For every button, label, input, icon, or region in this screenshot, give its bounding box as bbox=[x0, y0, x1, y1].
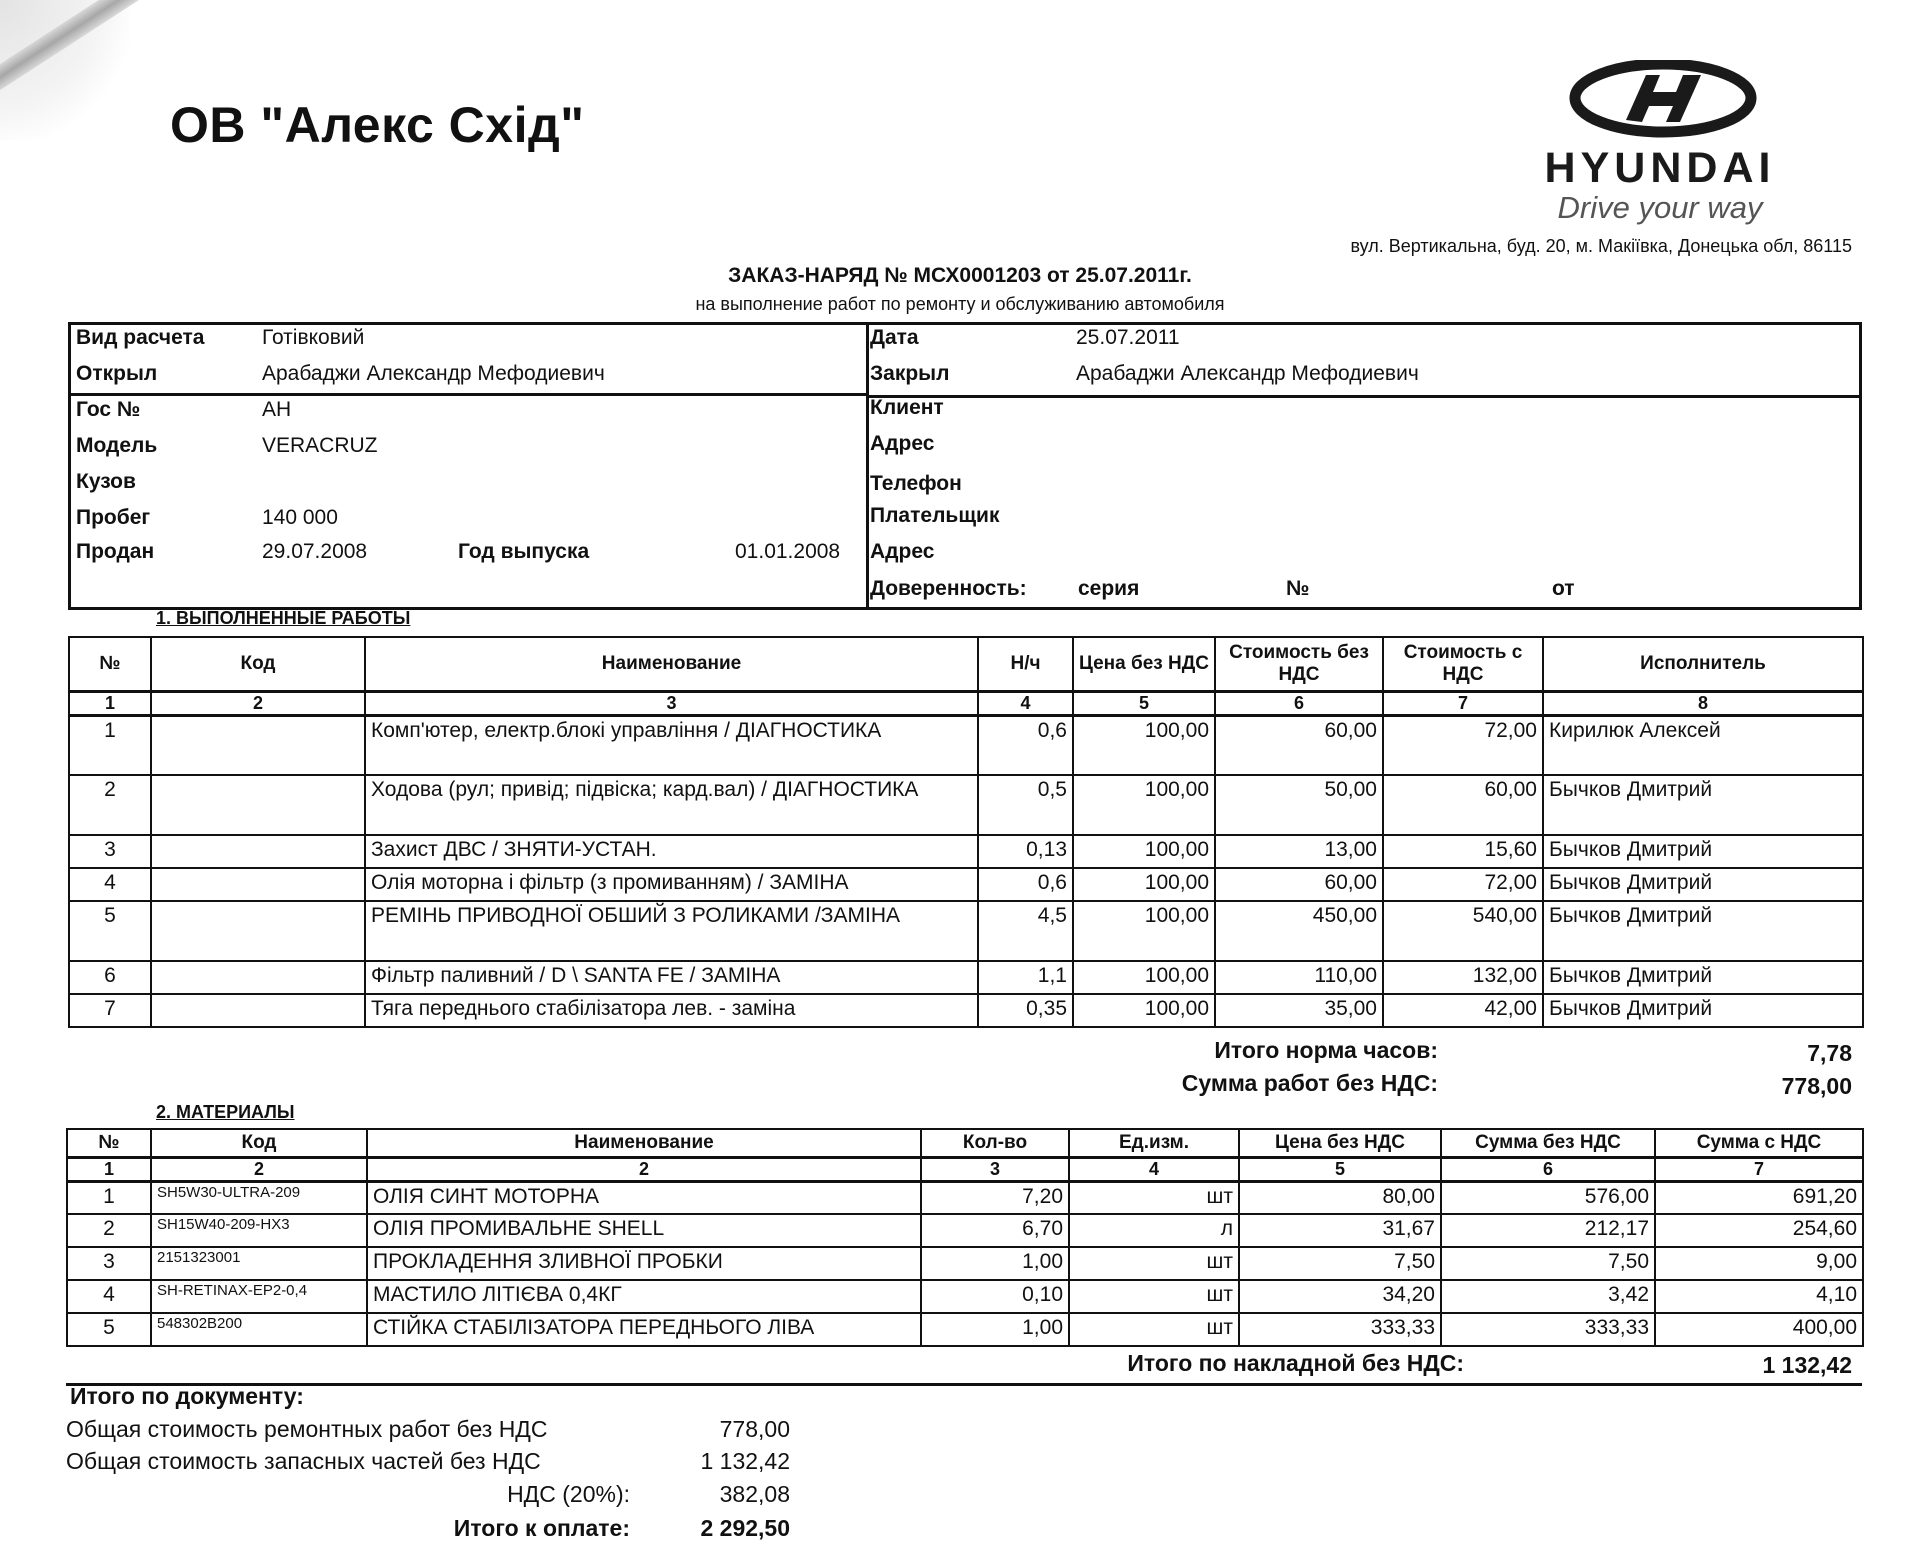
closed-label: Закрыл bbox=[870, 362, 950, 385]
material-qty: 0,10 bbox=[921, 1280, 1069, 1313]
material-price: 80,00 bbox=[1239, 1181, 1441, 1214]
row-number: 3 bbox=[69, 835, 151, 868]
body-label: Кузов bbox=[76, 470, 136, 493]
material-name: МАСТИЛО ЛІТІЄВА 0,4КГ bbox=[367, 1280, 921, 1313]
work-executor: Бычков Дмитрий bbox=[1543, 901, 1863, 961]
work-name: Тяга переднього стабілізатора лев. - заміна bbox=[365, 994, 978, 1027]
row-number: 2 bbox=[67, 1214, 151, 1247]
client-label: Клиент bbox=[870, 396, 944, 419]
table-row bbox=[69, 835, 1863, 868]
col-header: Сумма без НДС bbox=[1441, 1129, 1655, 1157]
sold-value: 29.07.2008 bbox=[262, 540, 368, 563]
col-number: 4 bbox=[1069, 1157, 1239, 1181]
work-hours: 0,5 bbox=[978, 775, 1073, 835]
material-qty: 7,20 bbox=[921, 1181, 1069, 1214]
payer-address-label: Адрес bbox=[870, 540, 935, 563]
plate-value: АН bbox=[262, 398, 292, 421]
material-qty: 6,70 bbox=[921, 1214, 1069, 1247]
works-header-row bbox=[69, 637, 1863, 691]
col-number: 8 bbox=[1543, 691, 1863, 715]
summary-total-value: 2 292,50 bbox=[700, 1515, 790, 1541]
work-cost-vat: 72,00 bbox=[1383, 715, 1543, 775]
material-code: SH5W30-ULTRA-209 bbox=[151, 1181, 367, 1214]
row-number: 2 bbox=[69, 775, 151, 835]
work-hours: 1,1 bbox=[978, 961, 1073, 994]
col-number: 1 bbox=[67, 1157, 151, 1181]
brand-slogan: Drive your way bbox=[1557, 190, 1763, 225]
material-unit: л bbox=[1069, 1214, 1239, 1247]
material-sum: 333,33 bbox=[1441, 1313, 1655, 1346]
col-number: 2 bbox=[367, 1157, 921, 1181]
col-header: Наименование bbox=[367, 1129, 921, 1157]
summary-parts-value: 1 132,42 bbox=[700, 1448, 790, 1474]
model-value: VERACRUZ bbox=[262, 434, 378, 457]
summary-labor-value: 778,00 bbox=[719, 1416, 790, 1442]
table-row bbox=[69, 775, 1863, 835]
row-number: 3 bbox=[67, 1247, 151, 1280]
summary-vat-value: 382,08 bbox=[719, 1481, 790, 1507]
work-name: Ходова (рул; привід; підвіска; кард.вал) / ДІАГНОСТИКА bbox=[365, 775, 978, 835]
works-table bbox=[68, 636, 1864, 1028]
materials-total-label: Итого по накладной без НДС: bbox=[1127, 1350, 1464, 1376]
total-hours-label: Итого норма часов: bbox=[1214, 1037, 1438, 1063]
brand-name: HYUNDAI bbox=[1544, 144, 1776, 192]
material-price: 333,33 bbox=[1239, 1313, 1441, 1346]
col-number: 1 bbox=[69, 691, 151, 715]
payer-label: Плательщик bbox=[870, 504, 1000, 527]
material-sum: 3,42 bbox=[1441, 1280, 1655, 1313]
materials-colnum-row bbox=[67, 1157, 1863, 1181]
work-cost-vat: 60,00 bbox=[1383, 775, 1543, 835]
document-subtitle: на выполнение работ по ремонту и обслуживанию автомобиля bbox=[695, 294, 1225, 314]
year-label: Год выпуска bbox=[458, 540, 590, 563]
header-hline-right bbox=[866, 395, 1862, 398]
row-number: 1 bbox=[69, 715, 151, 775]
work-cost-vat: 132,00 bbox=[1383, 961, 1543, 994]
total-works-label: Сумма работ без НДС: bbox=[1181, 1070, 1438, 1096]
col-header: Кол-во bbox=[921, 1129, 1069, 1157]
work-cost: 60,00 bbox=[1215, 868, 1383, 901]
header-divider bbox=[866, 322, 869, 610]
row-number: 1 bbox=[67, 1181, 151, 1214]
material-price: 34,20 bbox=[1239, 1280, 1441, 1313]
col-number: 7 bbox=[1383, 691, 1543, 715]
material-name: ОЛІЯ СИНТ МОТОРНА bbox=[367, 1181, 921, 1214]
work-price: 100,00 bbox=[1073, 994, 1215, 1027]
proxy-number-label: № bbox=[1286, 577, 1310, 600]
material-code: SH-RETINAX-EP2-0,4 bbox=[151, 1280, 367, 1313]
col-number: 5 bbox=[1073, 691, 1215, 715]
material-qty: 1,00 bbox=[921, 1247, 1069, 1280]
table-row bbox=[67, 1247, 1863, 1280]
hyundai-logo bbox=[1488, 60, 1828, 230]
material-name: СТІЙКА СТАБІЛІЗАТОРА ПЕРЕДНЬОГО ЛІВА bbox=[367, 1313, 921, 1346]
work-hours: 0,13 bbox=[978, 835, 1073, 868]
opened-label: Открыл bbox=[76, 362, 158, 385]
total-works-value: 778,00 bbox=[1781, 1073, 1852, 1099]
hyundai-logo-icon bbox=[1488, 60, 1828, 230]
work-price: 100,00 bbox=[1073, 961, 1215, 994]
work-name: Олія моторна і фільтр (з промиванням) / ЗАМІНА bbox=[365, 868, 978, 901]
work-cost-vat: 42,00 bbox=[1383, 994, 1543, 1027]
col-header: Наименование bbox=[365, 637, 978, 691]
proxy-series-label: серия bbox=[1078, 577, 1140, 600]
table-row bbox=[69, 994, 1863, 1027]
material-sum: 7,50 bbox=[1441, 1247, 1655, 1280]
materials-header-row bbox=[67, 1129, 1863, 1157]
year-value: 01.01.2008 bbox=[735, 540, 841, 563]
table-row bbox=[69, 868, 1863, 901]
work-name: Захист ДВС / ЗНЯТИ-УСТАН. bbox=[365, 835, 978, 868]
material-unit: шт bbox=[1069, 1313, 1239, 1346]
work-code bbox=[151, 961, 365, 994]
material-sum-vat: 400,00 bbox=[1655, 1313, 1863, 1346]
row-number: 4 bbox=[67, 1280, 151, 1313]
summary-total-label: Итого к оплате: bbox=[453, 1515, 630, 1541]
work-cost-vat: 540,00 bbox=[1383, 901, 1543, 961]
work-cost-vat: 72,00 bbox=[1383, 868, 1543, 901]
payment-value: Готівковий bbox=[262, 326, 365, 349]
row-number: 5 bbox=[67, 1313, 151, 1346]
work-executor: Бычков Дмитрий bbox=[1543, 994, 1863, 1027]
client-address-label: Адрес bbox=[870, 432, 935, 455]
work-hours: 0,6 bbox=[978, 715, 1073, 775]
material-unit: шт bbox=[1069, 1247, 1239, 1280]
work-code bbox=[151, 835, 365, 868]
material-price: 7,50 bbox=[1239, 1247, 1441, 1280]
summary-rule bbox=[66, 1383, 1862, 1386]
col-header: Цена без НДС bbox=[1239, 1129, 1441, 1157]
payment-label: Вид расчета bbox=[76, 326, 205, 349]
material-name: ОЛІЯ ПРОМИВАЛЬНЕ SHELL bbox=[367, 1214, 921, 1247]
material-name: ПРОКЛАДЕННЯ ЗЛИВНОЇ ПРОБКИ bbox=[367, 1247, 921, 1280]
sold-label: Продан bbox=[76, 540, 155, 563]
work-price: 100,00 bbox=[1073, 715, 1215, 775]
col-header: Н/ч bbox=[978, 637, 1073, 691]
material-sum: 212,17 bbox=[1441, 1214, 1655, 1247]
col-header: Стоимость без НДС bbox=[1215, 637, 1383, 691]
col-number: 6 bbox=[1215, 691, 1383, 715]
material-price: 31,67 bbox=[1239, 1214, 1441, 1247]
model-label: Модель bbox=[76, 434, 158, 457]
row-number: 7 bbox=[69, 994, 151, 1027]
col-header: Сумма с НДС bbox=[1655, 1129, 1863, 1157]
table-row bbox=[67, 1313, 1863, 1346]
material-sum: 576,00 bbox=[1441, 1181, 1655, 1214]
work-code bbox=[151, 868, 365, 901]
company-name: ОВ "Алекс Схід" bbox=[170, 97, 585, 153]
work-price: 100,00 bbox=[1073, 835, 1215, 868]
phone-label: Телефон bbox=[870, 472, 962, 495]
col-header: Стоимость с НДС bbox=[1383, 637, 1543, 691]
summary-labor-label: Общая стоимость ремонтных работ без НДС bbox=[66, 1416, 548, 1442]
work-code bbox=[151, 715, 365, 775]
work-price: 100,00 bbox=[1073, 901, 1215, 961]
summary-parts-label: Общая стоимость запасных частей без НДС bbox=[66, 1448, 541, 1474]
col-header: № bbox=[69, 637, 151, 691]
document-title: ЗАКАЗ-НАРЯД № МСХ0001203 от 25.07.2011г. bbox=[728, 264, 1192, 287]
col-header: Исполнитель bbox=[1543, 637, 1863, 691]
material-sum-vat: 254,60 bbox=[1655, 1214, 1863, 1247]
table-row bbox=[67, 1214, 1863, 1247]
material-code: 548302B200 bbox=[151, 1313, 367, 1346]
material-unit: шт bbox=[1069, 1181, 1239, 1214]
works-colnum-row bbox=[69, 691, 1863, 715]
work-cost: 110,00 bbox=[1215, 961, 1383, 994]
col-header: Код bbox=[151, 1129, 367, 1157]
work-executor: Бычков Дмитрий bbox=[1543, 835, 1863, 868]
material-sum-vat: 9,00 bbox=[1655, 1247, 1863, 1280]
work-cost-vat: 15,60 bbox=[1383, 835, 1543, 868]
col-header: Цена без НДС bbox=[1073, 637, 1215, 691]
closed-value: Арабаджи Александр Мефодиевич bbox=[1076, 362, 1419, 385]
material-sum-vat: 4,10 bbox=[1655, 1280, 1863, 1313]
work-executor: Бычков Дмитрий bbox=[1543, 775, 1863, 835]
col-number: 3 bbox=[365, 691, 978, 715]
work-price: 100,00 bbox=[1073, 775, 1215, 835]
materials-table bbox=[66, 1128, 1864, 1347]
works-section-title: 1. ВЫПОЛНЕННЫЕ РАБОТЫ bbox=[156, 608, 411, 628]
total-hours-value: 7,78 bbox=[1807, 1040, 1852, 1066]
work-cost: 13,00 bbox=[1215, 835, 1383, 868]
company-address: вул. Вертикальна, буд. 20, м. Макіївка, Донецька обл, 86115 bbox=[1350, 236, 1852, 256]
material-sum-vat: 691,20 bbox=[1655, 1181, 1863, 1214]
col-number: 2 bbox=[151, 1157, 367, 1181]
work-hours: 4,5 bbox=[978, 901, 1073, 961]
proxy-from-label: от bbox=[1552, 577, 1575, 600]
col-number: 7 bbox=[1655, 1157, 1863, 1181]
col-number: 3 bbox=[921, 1157, 1069, 1181]
table-row bbox=[67, 1280, 1863, 1313]
work-code bbox=[151, 994, 365, 1027]
summary-title: Итого по документу: bbox=[70, 1383, 304, 1409]
summary-vat-label: НДС (20%): bbox=[507, 1481, 630, 1507]
work-executor: Бычков Дмитрий bbox=[1543, 868, 1863, 901]
work-cost: 60,00 bbox=[1215, 715, 1383, 775]
header-hline-left bbox=[68, 393, 866, 396]
mileage-label: Пробег bbox=[76, 506, 151, 529]
col-header: Код bbox=[151, 637, 365, 691]
opened-value: Арабаджи Александр Мефодиевич bbox=[262, 362, 605, 385]
row-number: 5 bbox=[69, 901, 151, 961]
plate-label: Гос № bbox=[76, 398, 141, 421]
material-code: SH15W40-209-HX3 bbox=[151, 1214, 367, 1247]
work-name: Комп'ютер, електр.блокі управління / ДІАГНОСТИКА bbox=[365, 715, 978, 775]
table-row bbox=[67, 1181, 1863, 1214]
work-hours: 0,35 bbox=[978, 994, 1073, 1027]
col-header: № bbox=[67, 1129, 151, 1157]
work-hours: 0,6 bbox=[978, 868, 1073, 901]
work-cost: 35,00 bbox=[1215, 994, 1383, 1027]
table-row bbox=[69, 901, 1863, 961]
work-price: 100,00 bbox=[1073, 868, 1215, 901]
materials-total-value: 1 132,42 bbox=[1762, 1352, 1852, 1378]
col-number: 4 bbox=[978, 691, 1073, 715]
table-row bbox=[69, 961, 1863, 994]
work-code bbox=[151, 901, 365, 961]
work-cost: 450,00 bbox=[1215, 901, 1383, 961]
work-name: Фільтр паливний / D \ SANTA FE / ЗАМІНА bbox=[365, 961, 978, 994]
date-label: Дата bbox=[870, 326, 919, 349]
material-code: 2151323001 bbox=[151, 1247, 367, 1280]
material-qty: 1,00 bbox=[921, 1313, 1069, 1346]
row-number: 6 bbox=[69, 961, 151, 994]
col-number: 5 bbox=[1239, 1157, 1441, 1181]
work-executor: Бычков Дмитрий bbox=[1543, 961, 1863, 994]
work-executor: Кирилюк Алексей bbox=[1543, 715, 1863, 775]
materials-section-title: 2. МАТЕРИАЛЫ bbox=[156, 1102, 295, 1122]
mileage-value: 140 000 bbox=[262, 506, 338, 529]
row-number: 4 bbox=[69, 868, 151, 901]
col-number: 2 bbox=[151, 691, 365, 715]
work-cost: 50,00 bbox=[1215, 775, 1383, 835]
material-unit: шт bbox=[1069, 1280, 1239, 1313]
proxy-label: Доверенность: bbox=[870, 577, 1027, 600]
col-header: Ед.изм. bbox=[1069, 1129, 1239, 1157]
date-value: 25.07.2011 bbox=[1076, 326, 1180, 349]
table-row bbox=[69, 715, 1863, 775]
work-name: РЕМІНЬ ПРИВОДНОЇ ОБШИЙ З РОЛИКАМИ /ЗАМІНА bbox=[365, 901, 978, 961]
work-code bbox=[151, 775, 365, 835]
col-number: 6 bbox=[1441, 1157, 1655, 1181]
